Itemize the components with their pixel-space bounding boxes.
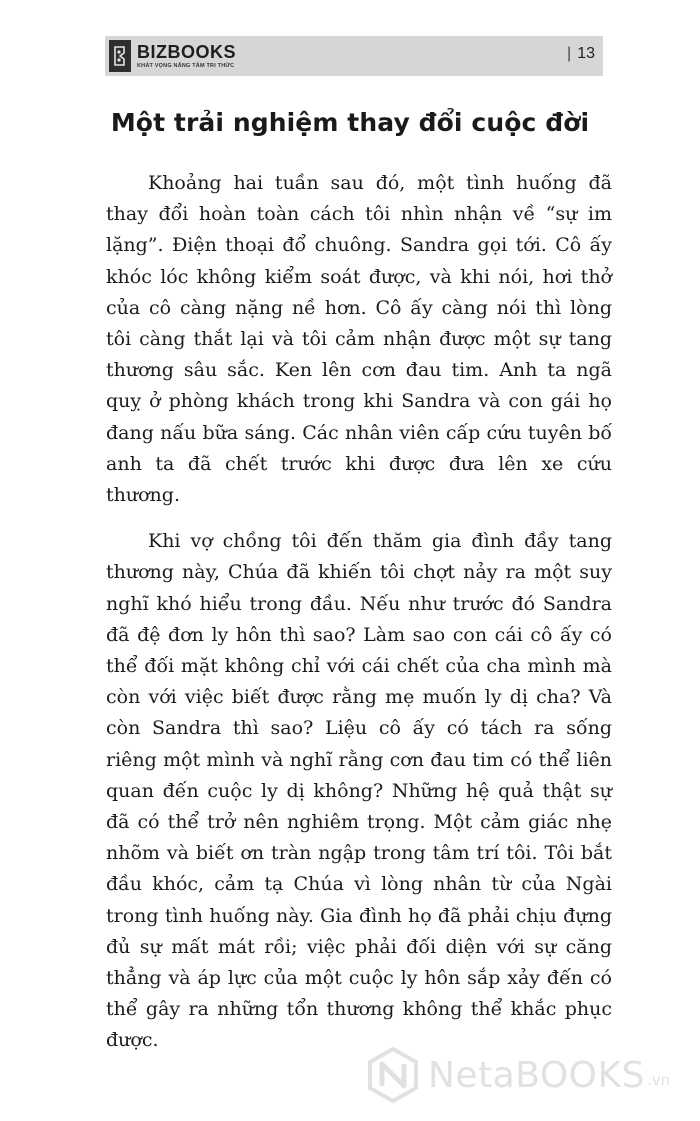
page-number-value: 13 xyxy=(577,45,595,62)
section-title: Một trải nghiệm thay đổi cuộc đời xyxy=(110,108,590,137)
running-header xyxy=(105,36,603,76)
brand-block xyxy=(137,43,236,70)
watermark-domain: .vn xyxy=(646,1071,671,1089)
watermark xyxy=(364,1046,670,1104)
paragraph: Khoảng hai tuần sau đó, một tình huống đã thay đổi hoàn toàn cách tôi nhìn nhận về “sự im lặng”. Điện thoại đổ chuông. Sandra gọi tới. Cô ấy khóc lóc không kiểm soát được, và khi nói, hơi thở của cô càng nặng nề hơn. Cô ấy càng nói thì lòng tôi càng thắt lại và tôi cảm nhận được một sự tang thương sâu sắc. Ken lên cơn đau tim. Anh ta ngã quỵ ở phòng khách trong khi Sandra và con gái họ đang nấu bữa sáng. Các nhân viên cấp cứu tuyên bố anh ta đã chết trước khi được đưa lên xe cứu thương. xyxy=(106,172,612,507)
page-number xyxy=(567,45,595,63)
bizbooks-logo-icon xyxy=(109,40,131,72)
watermark-text: NetaBOOKS xyxy=(428,1054,645,1096)
brand-name: BIZBOOKS xyxy=(137,41,237,62)
netabooks-logo-icon xyxy=(364,1046,422,1104)
body-text xyxy=(106,168,612,1072)
brand-tagline: KHÁT VỌNG NÂNG TẦM TRI THỨC xyxy=(137,62,235,69)
paragraph: Khi vợ chồng tôi đến thăm gia đình đầy tang thương này, Chúa đã khiến tôi chợt nảy ra một suy nghĩ khó hiểu trong đầu. Nếu như trước đó Sandra đã đệ đơn ly hôn thì sao? Làm sao con cái cô ấy có thể đối mặt không chỉ với cái chết của cha mình mà còn với việc biết được rằng mẹ muốn ly dị cha? Và còn Sandra thì sao? Liệu cô ấy có tách ra sống riêng một mình và nghĩ rằng cơn đau tim có thể liên quan đến cuộc ly dị không? Những hệ quả thật sự đã có thể trở nên nghiêm trọng. Một cảm giác nhẹ nhõm và biết ơn tràn ngập trong tâm trí tôi. Tôi bắt đầu khóc, cảm tạ Chúa vì lòng nhân từ của Ngài trong tình huống này. Gia đình họ đã phải chịu đựng đủ sự mất mát rồi; việc phải đối diện với sự căng thẳng và áp lực của một cuộc ly hôn sắp xảy đến có thể gây ra những tổn thương không thể khắc phục được. xyxy=(106,530,612,1052)
page-number-separator: | xyxy=(567,45,572,62)
